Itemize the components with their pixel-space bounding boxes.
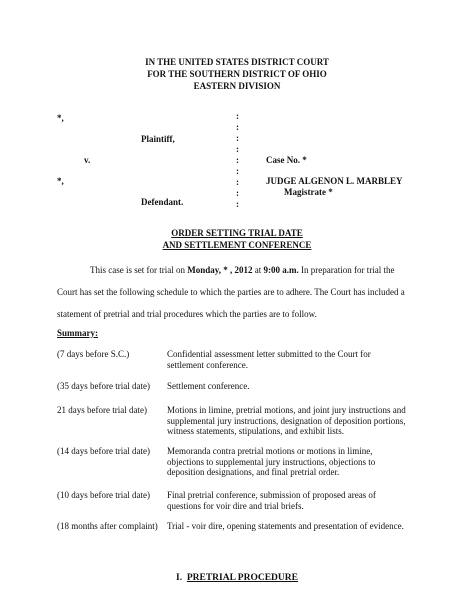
summary-row-what [167,405,457,437]
plaintiff-label: Plaintiff, [141,134,175,144]
court-line-1: IN THE UNITED STATES DISTRICT COURT [145,57,329,67]
summary-row-text-line: deposition designations, and final pretrial order. [167,467,340,477]
summary-row-what [167,349,457,370]
case-number: Case No. * [266,155,307,165]
caption-colon: : [236,133,239,143]
body-lead-text: This case is set for trial on [90,265,188,275]
summary-row-what [167,521,457,532]
defendant-label: Defendant. [141,197,184,207]
summary-row-when: (35 days before trial date) [57,381,150,391]
trial-date: Monday, * , 2012 [187,265,253,275]
caption-colon: : [236,122,239,132]
body-at-text: at [252,265,264,275]
summary-row-text-line: Motions in limine, pretrial motions, and joint jury instructions and [167,405,406,415]
court-line-2: FOR THE SOUTHERN DISTRICT OF OHIO [147,69,327,79]
order-title-line-1: ORDER SETTING TRIAL DATE [171,228,303,238]
summary-row-text-line: Confidential assessment letter submitted to the Court for [167,349,371,359]
trial-time: 9:00 a.m. [263,265,299,275]
summary-row-what [167,446,457,478]
caption-colon: : [236,199,239,209]
caption-colon: : [236,188,239,198]
caption-colon: : [236,166,239,176]
summary-row-text-line: Trial - voir dire, opening statements and presentation of evidence. [167,521,404,531]
section-heading [0,573,474,583]
judge-name: JUDGE ALGENON L. MARBLEY [266,176,403,186]
summary-row-when: (18 months after complaint) [57,521,158,531]
caption-colon: : [236,177,239,187]
summary-row-text-line: supplemental jury instructions, designation of deposition portions, [167,415,406,426]
court-header [0,56,474,92]
caption-colon: : [236,111,239,121]
section-title: PRETRIAL PROCEDURE [186,573,298,583]
summary-row-text-line: witness statements, stipulations, and exhibit lists. [167,426,344,436]
summary-row-when: (7 days before S.C.) [57,349,130,359]
summary-heading: Summary: [57,328,98,338]
summary-row-when: 21 days before trial date) [57,405,147,415]
summary-row-text-line: objections to supplemental jury instructions, objections to [167,456,376,467]
court-line-3: EASTERN DIVISION [193,81,281,91]
summary-row-what [167,381,457,392]
summary-row-text-line: Final pretrial conference, submission of proposed areas of [167,490,376,500]
summary-row-text-line: questions for voir dire and trial briefs. [167,500,304,511]
summary-row-text-line: settlement conference. [167,359,248,370]
section-number: I. [176,573,183,583]
body-rest-text: In preparation for trial the [298,265,395,275]
caption-colon: : [236,144,239,154]
magistrate-name: Magistrate * [284,187,333,197]
summary-row-text-line: Memoranda contra pretrial motions or motions in limine, [167,446,373,456]
versus-label: v. [84,155,91,165]
summary-row-when: (10 days before trial date) [57,490,150,500]
summary-row-text-line: Settlement conference. [167,381,250,391]
defendant-party: *, [57,176,64,186]
body-line-1 [90,265,394,276]
order-title-line-2: AND SETTLEMENT CONFERENCE [162,240,312,250]
order-title [0,227,474,251]
summary-row-what [167,490,457,511]
caption-colon: : [236,155,239,165]
body-line-2: Court has set the following schedule to which the parties are to adhere. The Court has included a [57,287,405,297]
summary-row-when: (14 days before trial date) [57,446,150,456]
body-line-3: statement of pretrial and trial procedures which the parties are to follow. [57,309,317,319]
plaintiff-party: *, [57,113,64,123]
